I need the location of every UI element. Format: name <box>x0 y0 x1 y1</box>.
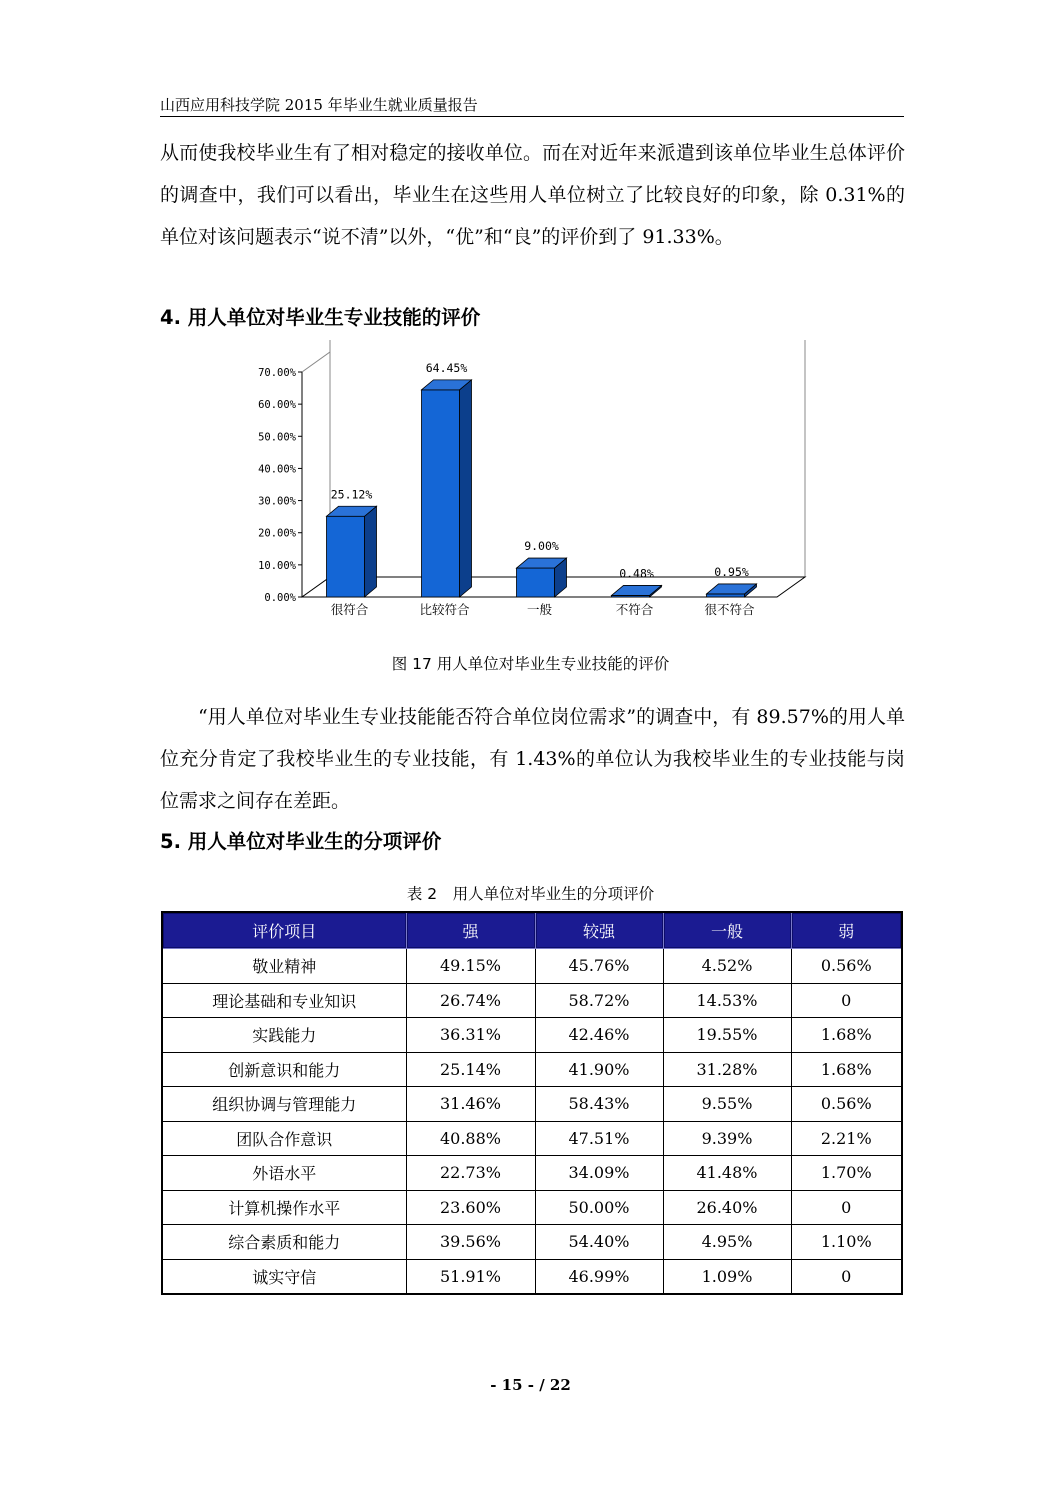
row-label-cell: 团队合作意识 <box>162 1121 406 1156</box>
chart-side-wall <box>302 352 330 597</box>
value-cell: 39.56% <box>406 1225 535 1260</box>
value-cell: 0.56% <box>791 1087 902 1122</box>
value-cell: 19.55% <box>663 1018 791 1053</box>
bar-chart-svg <box>250 340 820 630</box>
value-cell: 58.72% <box>535 983 663 1018</box>
header-average: 一般 <box>663 912 791 949</box>
bar-front <box>422 390 460 597</box>
row-label-cell: 理论基础和专业知识 <box>162 983 406 1018</box>
table-row <box>162 1259 902 1294</box>
value-cell: 36.31% <box>406 1018 535 1053</box>
value-cell: 40.88% <box>406 1121 535 1156</box>
value-cell: 58.43% <box>535 1087 663 1122</box>
value-cell: 0.56% <box>791 949 902 984</box>
x-category-label: 比较符合 <box>419 602 470 617</box>
bar-value-label: 9.00% <box>524 539 559 554</box>
value-cell: 22.73% <box>406 1156 535 1191</box>
table-row <box>162 1087 902 1122</box>
chart-back-wall <box>330 340 805 577</box>
table-row <box>162 1190 902 1225</box>
value-cell: 4.52% <box>663 949 791 984</box>
skill-evaluation-chart <box>250 340 820 634</box>
row-label-cell: 综合素质和能力 <box>162 1225 406 1260</box>
x-category-label: 很符合 <box>330 602 369 617</box>
table-caption: 表 2 用人单位对毕业生的分项评价 <box>406 885 655 903</box>
row-label-cell: 敬业精神 <box>162 949 406 984</box>
value-cell: 1.68% <box>791 1052 902 1087</box>
header-fairly-strong: 较强 <box>535 912 663 949</box>
header-weak: 弱 <box>791 912 902 949</box>
value-cell: 14.53% <box>663 983 791 1018</box>
value-cell: 47.51% <box>535 1121 663 1156</box>
value-cell: 31.46% <box>406 1087 535 1122</box>
value-cell: 26.74% <box>406 983 535 1018</box>
value-cell: 0 <box>791 1259 902 1294</box>
table-row <box>162 1225 902 1260</box>
y-tick-label: 60.00% <box>258 399 296 412</box>
value-cell: 46.99% <box>535 1259 663 1294</box>
section-4-paragraph: “用人单位对毕业生专业技能能否符合单位岗位需求”的调查中，有 89.57%的用人单位充分肯定了我校毕业生的专业技能，有 1.43%的单位认为我校毕业生的专业技能与岗位需求之间存在差距。 <box>160 706 905 812</box>
row-label-cell: 计算机操作水平 <box>162 1190 406 1225</box>
x-category-label: 很不符合 <box>704 602 755 617</box>
value-cell: 45.76% <box>535 949 663 984</box>
value-cell: 42.46% <box>535 1018 663 1053</box>
y-tick-label: 20.00% <box>258 527 296 540</box>
value-cell: 0 <box>791 1190 902 1225</box>
page-number: - 15 - / 22 <box>490 1376 571 1394</box>
value-cell: 26.40% <box>663 1190 791 1225</box>
section-5-heading: 5. 用人单位对毕业生的分项评价 <box>160 830 442 853</box>
value-cell: 1.68% <box>791 1018 902 1053</box>
value-cell: 34.09% <box>535 1156 663 1191</box>
table-header-row <box>162 912 902 949</box>
bar-value-label: 0.95% <box>714 564 749 579</box>
table-row <box>162 949 902 984</box>
table-row <box>162 1121 902 1156</box>
table-row <box>162 1018 902 1053</box>
bar-value-label: 0.48% <box>619 566 654 581</box>
x-category-label: 一般 <box>526 602 553 617</box>
y-tick-label: 10.00% <box>258 559 296 572</box>
evaluation-table <box>161 911 903 1295</box>
value-cell: 25.14% <box>406 1052 535 1087</box>
row-label-cell: 实践能力 <box>162 1018 406 1053</box>
value-cell: 41.48% <box>663 1156 791 1191</box>
value-cell: 1.70% <box>791 1156 902 1191</box>
value-cell: 51.91% <box>406 1259 535 1294</box>
bar-front <box>327 516 365 597</box>
value-cell: 0 <box>791 983 902 1018</box>
row-label-cell: 组织协调与管理能力 <box>162 1087 406 1122</box>
table-row <box>162 1156 902 1191</box>
value-cell: 54.40% <box>535 1225 663 1260</box>
value-cell: 4.95% <box>663 1225 791 1260</box>
y-tick-label: 70.00% <box>258 367 296 379</box>
bar-value-label: 25.12% <box>330 487 373 502</box>
figure-caption: 图 17 用人单位对毕业生专业技能的评价 <box>391 655 670 673</box>
y-tick-label: 30.00% <box>258 495 296 508</box>
header-rule <box>160 116 904 117</box>
header-item: 评价项目 <box>162 912 406 949</box>
value-cell: 9.55% <box>663 1087 791 1122</box>
report-header: 山西应用科技学院 2015 年毕业生就业质量报告 <box>160 96 478 114</box>
row-label-cell: 创新意识和能力 <box>162 1052 406 1087</box>
header-strong: 强 <box>406 912 535 949</box>
y-tick-label: 40.00% <box>258 463 296 476</box>
value-cell: 1.10% <box>791 1225 902 1260</box>
bar-value-label: 64.45% <box>425 360 468 375</box>
bar-front <box>707 594 745 597</box>
section-4-heading: 4. 用人单位对毕业生专业技能的评价 <box>160 306 481 329</box>
bar-side <box>460 380 472 597</box>
value-cell: 23.60% <box>406 1190 535 1225</box>
value-cell: 41.90% <box>535 1052 663 1087</box>
table-row <box>162 1052 902 1087</box>
x-category-label: 不符合 <box>615 602 654 617</box>
table-row <box>162 983 902 1018</box>
value-cell: 50.00% <box>535 1190 663 1225</box>
value-cell: 9.39% <box>663 1121 791 1156</box>
bar-front <box>517 568 555 597</box>
y-tick-label: 50.00% <box>258 431 296 444</box>
value-cell: 2.21% <box>791 1121 902 1156</box>
bar-side <box>365 506 377 597</box>
row-label-cell: 诚实守信 <box>162 1259 406 1294</box>
value-cell: 49.15% <box>406 949 535 984</box>
row-label-cell: 外语水平 <box>162 1156 406 1191</box>
y-tick-label: 0.00% <box>264 592 296 604</box>
value-cell: 31.28% <box>663 1052 791 1087</box>
intro-paragraph: 从而使我校毕业生有了相对稳定的接收单位。而在对近年来派遣到该单位毕业生总体评价的调查中，我们可以看出，毕业生在这些用人单位树立了比较良好的印象，除 0.31%的单位对该问题表示“说不清”以外，“优”和“良”的评价到了 91.33%。 <box>160 142 905 248</box>
value-cell: 1.09% <box>663 1259 791 1294</box>
